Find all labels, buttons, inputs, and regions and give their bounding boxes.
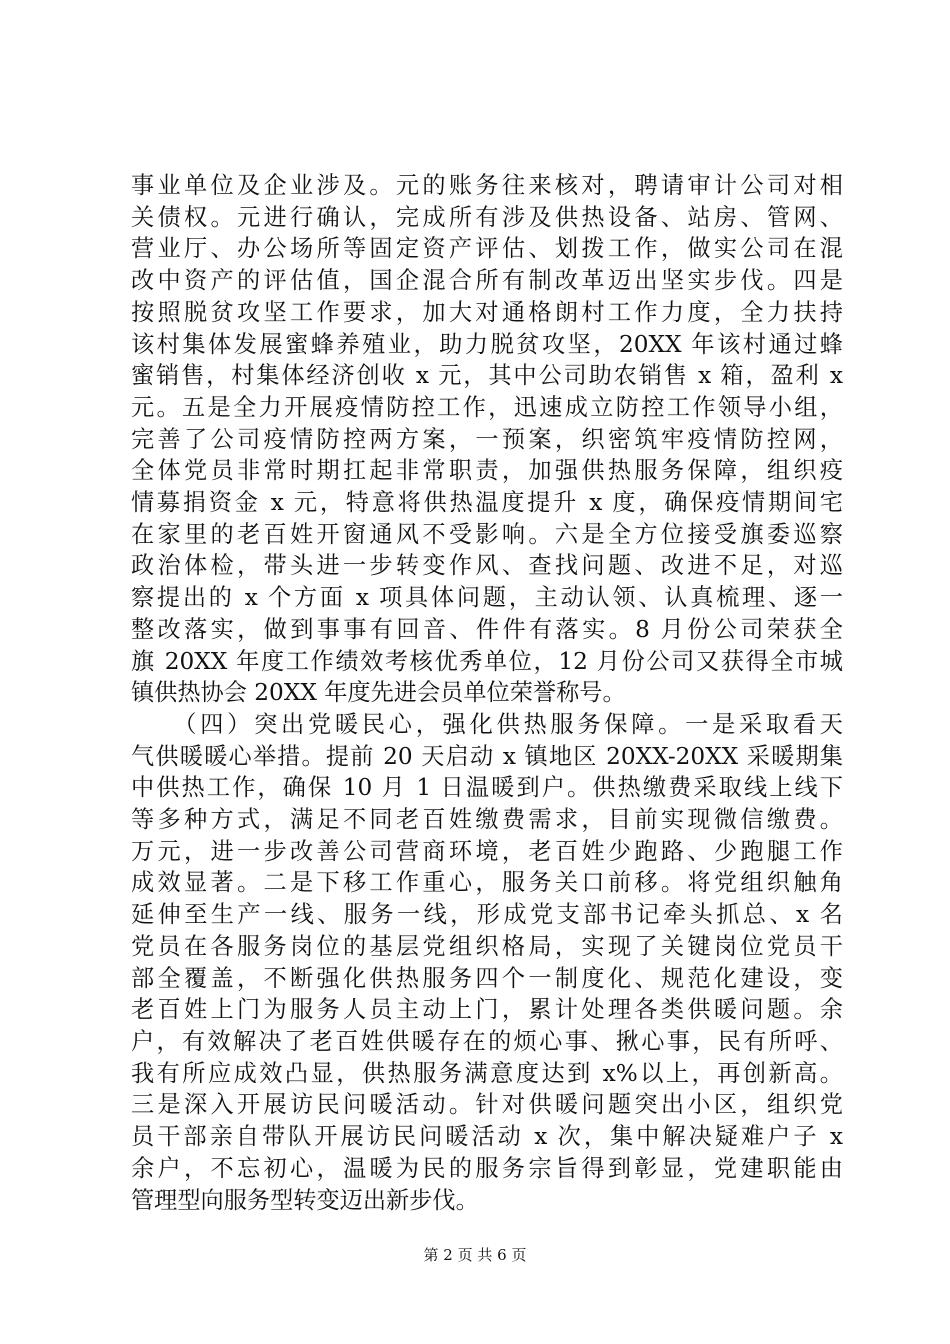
text-line: 关债权。元进行确认，完成所有涉及供热设备、站房、管网、	[131, 203, 843, 231]
text-line: 三是深入开展访民问暖活动。针对供暖问题突出小区，组织党	[131, 1091, 843, 1119]
text-line: 老百姓上门为服务人员主动上门，累计处理各类供暖问题。余	[131, 996, 843, 1024]
text-line: 党员在各服务岗位的基层党组织格局，实现了关键岗位党员干	[131, 932, 843, 960]
text-line: 等多种方式，满足不同老百姓缴费需求，目前实现微信缴费。	[131, 806, 843, 834]
text-line: 全体党员非常时期扛起非常职责，加强供热服务保障，组织疫	[131, 457, 843, 485]
text-line: 该村集体发展蜜蜂养殖业，助力脱贫攻坚，20XX 年该村通过蜂	[131, 330, 843, 358]
text-line: 营业厅、办公场所等固定资产评估、划拨工作，做实公司在混	[131, 235, 843, 263]
text-line: 管理型向服务型转变迈出新步伐。	[131, 1186, 479, 1214]
text-line: 按照脱贫攻坚工作要求，加大对通格朗村工作力度，全力扶持	[131, 298, 843, 326]
text-line: 政治体检，带头进一步转变作风、查找问题、改进不足，对巡	[131, 552, 843, 580]
text-line: 事业单位及企业涉及。元的账务往来核对，聘请审计公司对相	[131, 172, 843, 199]
text-line: 万元，进一步改善公司营商环境，老百姓少跑路、少跑腿工作	[131, 837, 843, 865]
text-line: 改中资产的评估值，国企混合所有制改革迈出坚实步伐。四是	[131, 267, 843, 295]
text-line: 气供暖暖心举措。提前 20 天启动 x 镇地区 20XX-20XX 采暖期集	[131, 742, 843, 770]
text-line: 余户，不忘初心，温暖为民的服务宗旨得到彰显，党建职能由	[131, 1154, 843, 1182]
text-line: 旗 20XX 年度工作绩效考核优秀单位，12 月份公司又获得全市城	[131, 647, 843, 675]
text-line: 中供热工作，确保 10 月 1 日温暖到户。供热缴费采取线上线下	[131, 774, 843, 802]
text-line: 整改落实，做到事事有回音、件件有落实。8 月份公司荣获全	[131, 615, 843, 643]
text-line: 我有所应成效凸显，供热服务满意度达到 x%以上，再创新高。	[131, 1059, 843, 1087]
text-line: 察提出的 x 个方面 x 项具体问题，主动认领、认真梳理、逐一	[131, 584, 843, 612]
text-line: 户，有效解决了老百姓供暖存在的烦心事、揪心事，民有所呼、	[131, 1027, 843, 1055]
text-line: 延伸至生产一线、服务一线，形成党支部书记牵头抓总、x 名	[131, 901, 843, 929]
text-line: 部全覆盖，不断强化供热服务四个一制度化、规范化建设，变	[131, 964, 843, 992]
text-line: 镇供热协会 20XX 年度先进会员单位荣誉称号。	[131, 679, 626, 707]
text-line: 完善了公司疫情防控两方案，一预案，织密筑牢疫情防控网，	[131, 425, 843, 453]
text-line: 情募捐资金 x 元，特意将供热温度提升 x 度，确保疫情期间宅	[131, 489, 843, 517]
text-line: （四）突出党暖民心，强化供热服务保障。一是采取看天	[131, 710, 843, 738]
text-line: 员干部亲自带队开展访民问暖活动 x 次，集中解决疑难户子 x	[131, 1123, 843, 1151]
page-footer: 第 2 页 共 6 页	[423, 1246, 527, 1264]
text-line: 在家里的老百姓开窗通风不受影响。六是全方位接受旗委巡察	[131, 520, 843, 548]
body-text	[131, 170, 843, 1216]
text-line: 成效显著。二是下移工作重心，服务关口前移。将党组织触角	[131, 869, 843, 897]
text-line: 蜜销售，村集体经济创收 x 元，其中公司助农销售 x 箱，盈利 x	[131, 362, 843, 390]
text-line: 元。五是全力开展疫情防控工作，迅速成立防控工作领导小组，	[131, 393, 843, 421]
